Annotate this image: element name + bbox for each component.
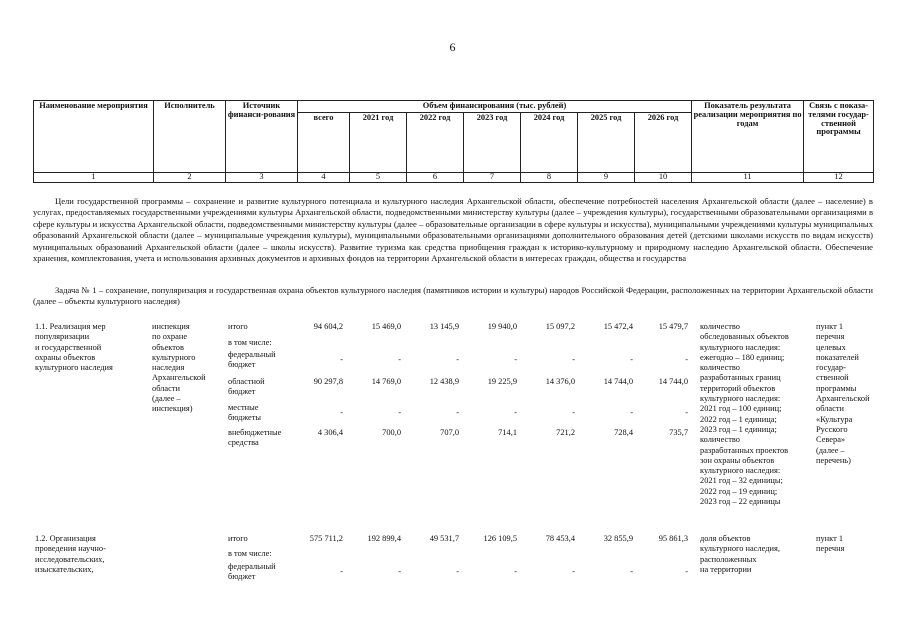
funding-value: 15 097,2 (545, 322, 575, 331)
funding-source-label: в том числе: (228, 549, 272, 558)
column-number: 10 (635, 172, 692, 182)
funding-value: 19 225,9 (487, 377, 517, 386)
row-1-2-name: 1.2. Организация проведения научно- исследовательских, изыскательских, (35, 534, 106, 574)
page-number: 6 (449, 40, 456, 54)
column-number: 4 (298, 172, 350, 182)
funding-value: 14 769,0 (371, 377, 401, 386)
funding-value: 735,7 (669, 428, 688, 437)
funding-value: 14 744,0 (658, 377, 688, 386)
column-number: 1 (34, 172, 154, 182)
row-1-1-name: 1.1. Реализация мер популяризации и государственной охраны объектов культурного наследия (35, 322, 113, 373)
funding-value: 700,0 (382, 428, 401, 437)
funding-value: 707,0 (440, 428, 459, 437)
funding-value: - (572, 567, 575, 576)
funding-value: - (398, 408, 401, 417)
funding-value: 15 469,0 (371, 322, 401, 331)
funding-value: - (398, 355, 401, 364)
header-link: Связь с показа-телями государ-ственной программы (804, 101, 874, 173)
funding-value: 90 297,8 (313, 377, 343, 386)
header-executor: Исполнитель (154, 101, 226, 173)
column-number: 11 (692, 172, 804, 182)
row-1-1-executor: инспекция по охране объектов культурного наследия Архангельской области (далее – инспекция) (152, 322, 206, 414)
row-1-1-indicator: количество обследованных объектов культурного наследия: ежегодно – 180 единиц; количество разработанных границ территорий объектов культурного наследия: 2021 год – 100 единиц; 2022 год – 1 единица; 2023 год – 1 единица; количество разработанных проектов зон охраны объектов культурного наследия: 2021 год – 32 единицы; 2022 год – 19 единиц; 2023 год – 22 единицы (700, 322, 789, 507)
header-year: 2024 год (521, 112, 578, 172)
funding-value: - (456, 408, 459, 417)
funding-value: 78 453,4 (545, 534, 575, 543)
header-volume: Объем финансирования (тыс. рублей) (298, 101, 692, 113)
funding-value: 49 531,7 (429, 534, 459, 543)
funding-value: 95 861,3 (658, 534, 688, 543)
funding-source-label: областной бюджет (228, 377, 265, 397)
funding-value: - (514, 408, 517, 417)
funding-source-label: местные бюджеты (228, 403, 262, 423)
header-year: 2026 год (635, 112, 692, 172)
funding-value: - (456, 567, 459, 576)
funding-value: 15 472,4 (603, 322, 633, 331)
task-text: Задача № 1 – сохранение, популяризация и государственная охрана объектов культурного наследия (памятников истории и культуры) народов Российской Федерации, расположенных на территории Архангельской области (далее – объекты культурного наследия) (33, 285, 873, 307)
header-total: всего (298, 112, 350, 172)
funding-value: 728,4 (614, 428, 633, 437)
column-number: 9 (578, 172, 635, 182)
funding-value: 192 899,4 (367, 534, 401, 543)
funding-source-label: федеральный бюджет (228, 350, 276, 370)
funding-value: 14 744,0 (603, 377, 633, 386)
column-number: 7 (464, 172, 521, 182)
funding-value: - (456, 355, 459, 364)
header-indicator: Показатель результата реализации мероприятия по годам (692, 101, 804, 173)
column-number: 2 (154, 172, 226, 182)
funding-source-label: итого (228, 534, 248, 543)
funding-value: 15 479,7 (658, 322, 688, 331)
funding-source-label: итого (228, 322, 248, 331)
column-number: 6 (407, 172, 464, 182)
header-year: 2022 год (407, 112, 464, 172)
funding-value: 32 855,9 (603, 534, 633, 543)
funding-value: 12 438,9 (429, 377, 459, 386)
header-year: 2023 год (464, 112, 521, 172)
funding-value: - (514, 567, 517, 576)
funding-value: - (340, 567, 343, 576)
funding-value: - (340, 408, 343, 417)
row-1-2-indicator: доля объектов культурного наследия, расположенных на территории (700, 534, 780, 574)
funding-value: 714,1 (498, 428, 517, 437)
funding-value: 126 109,5 (483, 534, 517, 543)
funding-value: - (685, 567, 688, 576)
funding-value: - (514, 355, 517, 364)
funding-source-label: федеральный бюджет (228, 562, 276, 582)
header-year: 2021 год (350, 112, 407, 172)
funding-value: - (630, 408, 633, 417)
funding-value: 14 376,0 (545, 377, 575, 386)
funding-value: - (685, 408, 688, 417)
funding-value: 4 306,4 (317, 428, 343, 437)
row-1-2-link: пункт 1 перечня (816, 534, 845, 554)
funding-source-label: в том числе: (228, 338, 272, 347)
header-year: 2025 год (578, 112, 635, 172)
funding-value: - (630, 355, 633, 364)
funding-source-label: внебюджетные средства (228, 428, 282, 448)
funding-value: 575 711,2 (309, 534, 343, 543)
funding-value: - (685, 355, 688, 364)
header-source: Источник финанси-рования (226, 101, 298, 173)
funding-value: - (398, 567, 401, 576)
funding-value: - (630, 567, 633, 576)
funding-value: 13 145,9 (429, 322, 459, 331)
column-number: 12 (804, 172, 874, 182)
funding-value: 721,2 (556, 428, 575, 437)
funding-value: 19 940,0 (487, 322, 517, 331)
column-number: 5 (350, 172, 407, 182)
column-number: 8 (521, 172, 578, 182)
funding-value: 94 604,2 (313, 322, 343, 331)
header-name: Наименование мероприятия (34, 101, 154, 173)
funding-value: - (340, 355, 343, 364)
column-number: 3 (226, 172, 298, 182)
funding-value: - (572, 355, 575, 364)
row-1-1-link: пункт 1 перечня целевых показателей государ- ственной программы Архангельской области «Культура Русского Севера» (далее – перечень) (816, 322, 870, 465)
funding-value: - (572, 408, 575, 417)
program-goal-text: Цели государственной программы – сохранение и развитие культурного потенциала и культурного наследия Архангельской области, обеспечение потребностей населения Архангельской области (далее – население) в услугах, предоставляемых государственными учреждениями культуры Архангельской области, подведомственными министерству культуры (далее – учреждения культуры), государственными образовательными организациями в сфере культуры и искусства Архангельской области, подведомственными министерству культуры (далее – образовательные организации в сфере культуры и искусства), муниципальными учреждениями культуры муниципальных образований Архангельской области (далее – муниципальные учреждения культуры), муниципальными образовательными организациями дополнительного образования детей (детскими школами искусств по видам искусств) муниципальных образований Архангельской области (далее – школы искусств). Развитие туризма как средства приобщения граждан к историко-культурному и природному наследию Архангельской области. Обеспечение хранения, комплектования, учета и использования архивных документов и архивных фондов на территории Архангельской области в интересах граждан, общества и государства (33, 196, 873, 264)
